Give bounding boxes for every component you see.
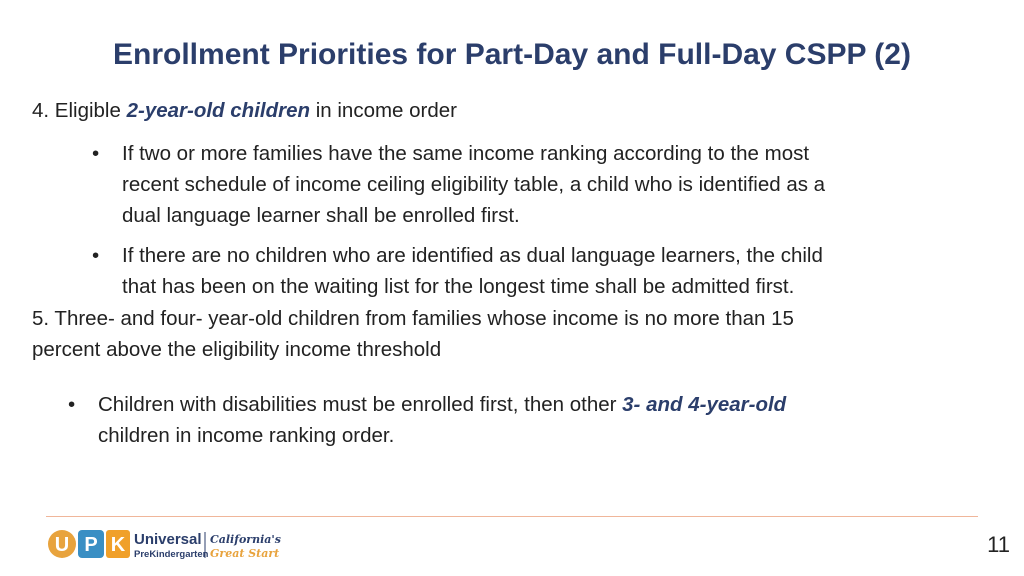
item-5-line-2: percent above the eligibility income threshold [32,338,442,361]
page-number: 11 [987,532,1010,557]
upk-logo [46,524,286,564]
bullet-3-line-1 [98,389,786,420]
bullet-1-line-3: dual language learner shall be enrolled first. [122,204,520,227]
logo-letter-p: P [84,534,98,556]
item-4-suffix: in income order [310,99,457,122]
logo-tagline-top: California's [210,533,281,546]
logo-letter-k: K [110,534,126,556]
bullet-3-emphasis: 3- and 4-year-old [622,393,787,416]
bullet-2-line-1: If there are no children who are identified as dual language learners, the child [122,244,823,267]
bullet-marker-1: • [92,142,100,165]
bullet-1-line-1: If two or more families have the same income ranking according to the most [122,142,810,165]
footer-divider [46,516,978,517]
logo-brand-bottom: PreKindergarten [134,549,209,560]
item-5-line-1: 5. Three- and four- year-old children from families whose income is no more than 15 [32,307,794,330]
bullet-1-line-2: recent schedule of income ceiling eligibility table, a child who is identified as a [122,173,826,196]
logo-tagline-bottom: Great Start [210,547,280,560]
logo-brand-top: Universal [134,531,202,548]
logo-letter-u: U [54,534,70,556]
item-4-emphasis: 2-year-old children [126,99,311,122]
bullet-marker-2: • [92,244,100,267]
item-4-heading [32,95,457,126]
bullet-marker-3: • [68,393,76,416]
bullet-2-line-2: that has been on the waiting list for the longest time shall be admitted first. [122,275,795,298]
bullet-3-prefix: Children with disabilities must be enrolled first, then other [98,393,623,416]
item-4-prefix: 4. Eligible [32,99,127,122]
slide-title: Enrollment Priorities for Part-Day and Full-Day CSPP (2) [113,38,911,71]
bullet-3-line-2: children in income ranking order. [98,424,395,447]
